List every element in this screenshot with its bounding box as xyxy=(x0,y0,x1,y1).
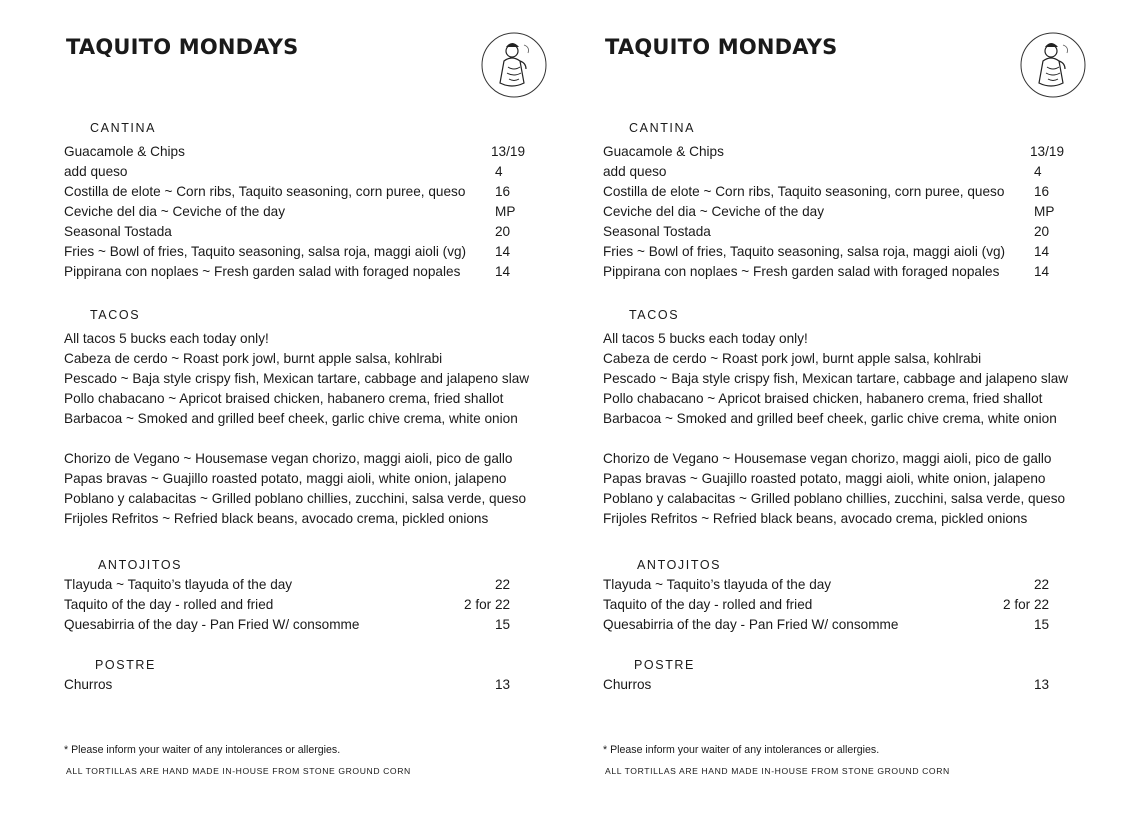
list-item: Pollo chabacano ~ Apricot braised chicken, habanero crema, fried shallot xyxy=(64,391,504,406)
section-heading-postre: POSTRE xyxy=(634,658,695,672)
list-item: Frijoles Refritos ~ Refried black beans, avocado crema, pickled onions xyxy=(603,511,1028,526)
allergy-note: * Please inform your waiter of any intolerances or allergies. xyxy=(64,744,341,756)
figure-portrait-logo-icon xyxy=(480,31,548,99)
list-item: Cabeza de cerdo ~ Roast pork jowl, burnt apple salsa, kohlrabi xyxy=(603,351,982,366)
menu-title: TAQUITO MONDAYS xyxy=(66,35,299,59)
section-heading-tacos: TACOS xyxy=(629,308,680,322)
list-item: Pescado ~ Baja style crispy fish, Mexican tartare, cabbage and jalapeno slaw xyxy=(64,371,530,386)
section-heading-antojitos: ANTOJITOS xyxy=(98,558,183,572)
list-item: Papas bravas ~ Guajillo roasted potato, maggi aioli, white onion, jalapeno xyxy=(603,471,1046,486)
section-heading-antojitos: ANTOJITOS xyxy=(637,558,722,572)
menu-page-right: TAQUITO MONDAYS CANTINA Guacamole & Chips 13/19 add queso 4 Costilla de elote ~ Corn ribs, Taquito seasoning, corn puree, queso 16 Ceviche del dia ~ Ceviche of the day MP Seasonal Tostada 20 Fries ~ Bowl of fries, Taquito seasoning, salsa roja, maggi aioli (vg) 14 Pippirana con noplaes ~ Fresh garden salad with foraged nopales 14 TACOS All tacos 5 bucks each today only! Cabeza de cerdo ~ Roast pork jowl, burnt apple salsa, kohlrabi Pescado ~ Baja style crispy fish, Mexican tartare, cabbage and jalapeno slaw Pollo chabacano ~ Apricot braised chicken, habanero crema, fried shallot Barbacoa ~ Smoked and grilled beef cheek, garlic chive crema, white onion Chorizo de Vegano ~ Housemase vegan chorizo, maggi aioli, pico de gallo Papas bravas ~ Guajillo roasted potato, maggi aioli, white onion, jalapeno Poblano y calabacitas ~ Grilled poblano chillies, zucchini, salsa verde, queso Frijoles Refritos ~ Refried black beans, avocado crema, pickled onions ANTOJITOS Tlayuda ~ Taquito’s tlayuda of the day 22 Taquito of the day - rolled and fried 2 for 22 Quesabirria of the day - Pan Fried W/ consomme 15 POSTRE Churros 13 * Please inform your waiter of any intolerances or allergies. ALL TORTILLAS ARE HAND MADE IN-HOUSE FROM STONE GROUND CORN xyxy=(539,0,1099,816)
list-item: Cabeza de cerdo ~ Roast pork jowl, burnt apple salsa, kohlrabi xyxy=(64,351,443,366)
list-item: Poblano y calabacitas ~ Grilled poblano chillies, zucchini, salsa verde, queso xyxy=(603,491,1066,506)
list-item: All tacos 5 bucks each today only! xyxy=(64,331,269,346)
menu-title: TAQUITO MONDAYS xyxy=(605,35,838,59)
list-item: Poblano y calabacitas ~ Grilled poblano chillies, zucchini, salsa verde, queso xyxy=(64,491,527,506)
list-item: Chorizo de Vegano ~ Housemase vegan chorizo, maggi aioli, pico de gallo xyxy=(603,451,1052,466)
list-item: Pescado ~ Baja style crispy fish, Mexican tartare, cabbage and jalapeno slaw xyxy=(603,371,1069,386)
menu-page-left: TAQUITO MONDAYS CANTINA Guacamole & Chips 13/19 add queso 4 Costilla de elote ~ Corn ribs, Taquito seasoning, corn puree, queso 16 Ceviche del dia ~ Ceviche of the day MP Seasonal Tostada 20 Fries ~ Bowl of fries, Taquito seasoning, salsa roja, maggi aioli (vg) 14 Pippirana con noplaes ~ Fresh garden salad with foraged nopales 14 TACOS All tacos 5 bucks each today only! Cabeza de cerdo ~ Roast pork jowl, burnt apple salsa, kohlrabi Pescado ~ Baja style crispy fish, Mexican tartare, cabbage and jalapeno slaw Pollo chabacano ~ Apricot braised chicken, habanero crema, fried shallot Barbacoa ~ Smoked and grilled beef cheek, garlic chive crema, white onion Chorizo de Vegano ~ Housemase vegan chorizo, maggi aioli, pico de gallo Papas bravas ~ Guajillo roasted potato, maggi aioli, white onion, jalapeno Poblano y calabacitas ~ Grilled poblano chillies, zucchini, salsa verde, queso Frijoles Refritos ~ Refried black beans, avocado crema, pickled onions ANTOJITOS Tlayuda ~ Taquito’s tlayuda of the day 22 Taquito of the day - rolled and fried 2 for 22 Quesabirria of the day - Pan Fried W/ consomme 15 POSTRE Churros 13 * Please inform your waiter of any intolerances or allergies. ALL TORTILLAS ARE HAND MADE IN-HOUSE FROM STONE GROUND CORN xyxy=(0,0,560,816)
list-item: All tacos 5 bucks each today only! xyxy=(603,331,808,346)
section-heading-cantina: CANTINA xyxy=(629,121,696,135)
tortilla-note: ALL TORTILLAS ARE HAND MADE IN-HOUSE FROM STONE GROUND CORN xyxy=(66,766,411,776)
tortilla-note: ALL TORTILLAS ARE HAND MADE IN-HOUSE FROM STONE GROUND CORN xyxy=(605,766,950,776)
list-item: Pollo chabacano ~ Apricot braised chicken, habanero crema, fried shallot xyxy=(603,391,1043,406)
section-heading-cantina: CANTINA xyxy=(90,121,157,135)
list-item: Papas bravas ~ Guajillo roasted potato, maggi aioli, white onion, jalapeno xyxy=(64,471,507,486)
figure-portrait-logo-icon xyxy=(1019,31,1087,99)
list-item: Barbacoa ~ Smoked and grilled beef cheek, garlic chive crema, white onion xyxy=(603,411,1057,426)
allergy-note: * Please inform your waiter of any intolerances or allergies. xyxy=(603,744,880,756)
section-heading-postre: POSTRE xyxy=(95,658,156,672)
list-item: Chorizo de Vegano ~ Housemase vegan chorizo, maggi aioli, pico de gallo xyxy=(64,451,513,466)
section-heading-tacos: TACOS xyxy=(90,308,141,322)
list-item: Frijoles Refritos ~ Refried black beans, avocado crema, pickled onions xyxy=(64,511,489,526)
list-item: Barbacoa ~ Smoked and grilled beef cheek, garlic chive crema, white onion xyxy=(64,411,518,426)
